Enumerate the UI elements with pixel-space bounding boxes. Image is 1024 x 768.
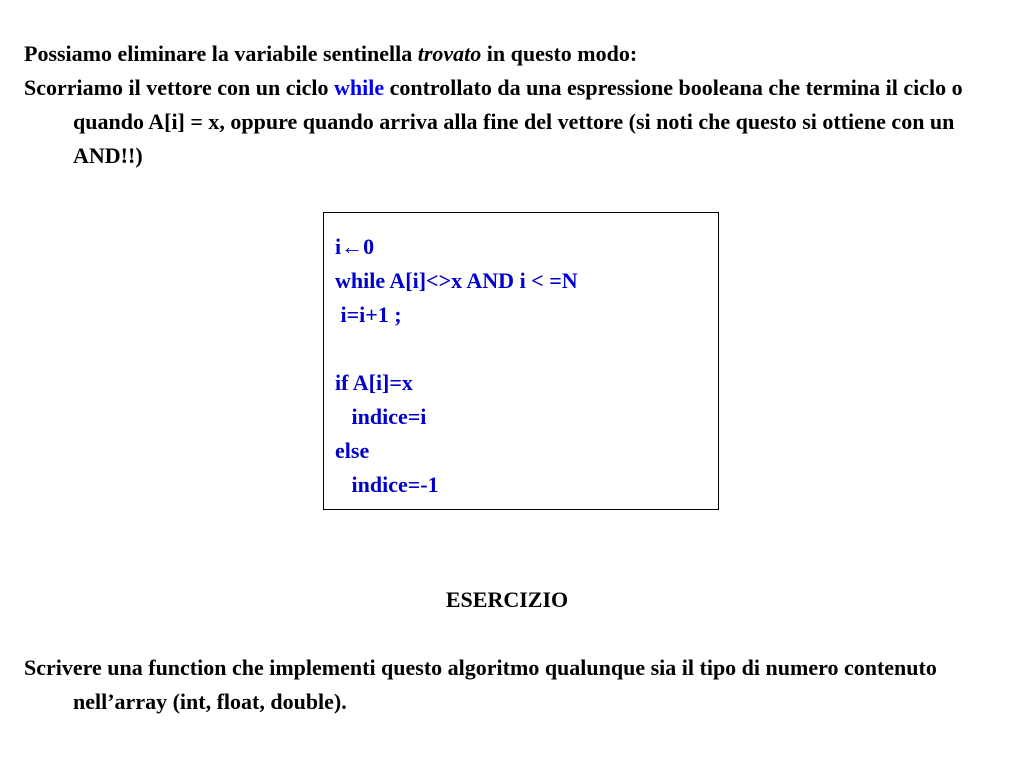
exercise-heading: ESERCIZIO [445, 587, 569, 612]
intro-line-1-post: in questo modo: [481, 41, 638, 66]
code-line: i←0 [335, 234, 375, 259]
code-line: if A[i]=x [335, 370, 413, 395]
intro-text [24, 37, 1004, 173]
intro-para-2-pre: Scorriamo il vettore con un ciclo [24, 75, 334, 100]
keyword-while: while [333, 75, 385, 100]
intro-paragraph-2 [24, 71, 1004, 173]
code-line: i=i+1 ; [335, 302, 402, 327]
intro-para-2-post: controllato da una espressione booleana che termina il ciclo o quando A[i] = x, oppure quando arriva alla fine del vettore (si noti che questo si ottiene con un AND!!) [73, 75, 963, 168]
exercise-text [24, 651, 1004, 719]
pseudocode-box [323, 212, 719, 510]
code-line: while A[i]<>x AND i < =N [335, 268, 578, 293]
variable-name-trovato: trovato [417, 41, 482, 66]
intro-line-1 [24, 37, 1004, 71]
exercise-paragraph: Scrivere una function che implementi questo algoritmo qualunque sia il tipo di numero contenuto nell’array (int, float, double). [24, 655, 937, 714]
code-line [335, 332, 718, 366]
code-line: indice=i [335, 404, 427, 429]
intro-line-1-pre: Possiamo eliminare la variabile sentinella [24, 41, 418, 66]
code-line: indice=-1 [335, 472, 439, 497]
code-line: else [335, 438, 370, 463]
